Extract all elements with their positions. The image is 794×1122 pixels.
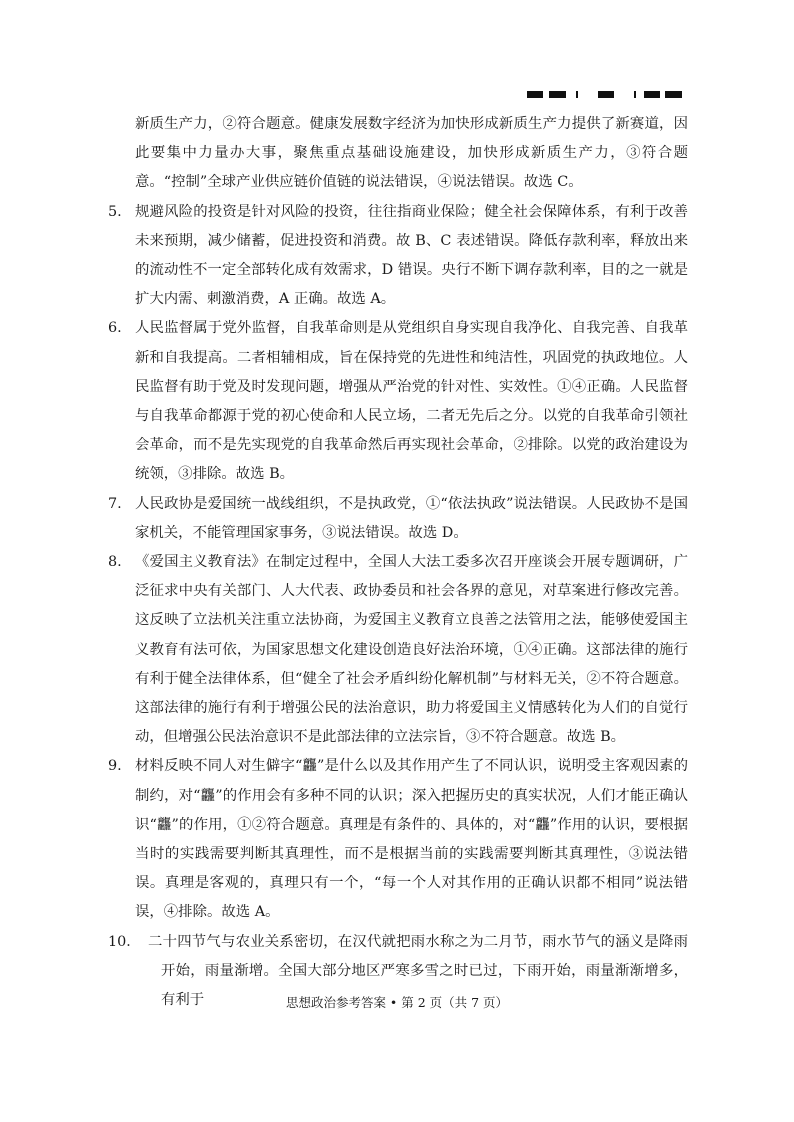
- answer-item-6: [108, 314, 688, 489]
- item-text: 二十四节气与农业关系密切，在汉代就把雨水称之为二月节，雨水节气的涵义是降雨开始，雨量渐增。全国大部分地区严寒多雪之时已过，下雨开始，雨量渐渐增多，有利于: [148, 933, 688, 1009]
- continuation-paragraph: 新质生产力，②符合题意。健康发展数字经济为加快形成新质生产力提供了新赛道，因此要集中力量办大事，聚焦重点基础设施建设，加快形成新质生产力，③符合题意。“控制”全球产业供应链价值链的说法错误，④说法错误。故选 C。: [135, 116, 688, 191]
- page-footer: 思想政治参考答案 • 第 2 页（共 7 页）: [285, 995, 509, 1010]
- item-text: 《爱国主义教育法》在制定过程中，全国人大法工委多次召开座谈会开展专题调研，广泛征求中央有关部门、人大代表、政协委员和社会各界的意见，对草案进行修改完善。这反映了立法机关注重立法协商，为爱国主义教育立良善之法管用之法，能够使爱国主义教育有法可依，为国家思想文化建设创造良好法治环境，①④正确。这部法律的施行有利于健全法律体系，但“健全了社会矛盾纠纷化解机制”与材料无关，②不符合题意。这部法律的施行有利于增强公民的法治意识，助力将爱国主义情感转化为人们的自觉行动，但增强公民法治意识不是此部法律的立法宗旨，③不符合题意。故选 B。: [135, 554, 688, 746]
- item-number: 9.: [108, 758, 122, 775]
- item-number: 7.: [108, 495, 122, 512]
- item-text: 人民监督属于党外监督，自我革命则是从党组织自身实现自我净化、自我完善、自我革新和自我提高。二者相辅相成，旨在保持党的先进性和纯洁性，巩固党的执政地位。人民监督有助于党及时发现问题，增强从严治党的针对性、实效性。①④正确。人民监督与自我革命都源于党的初心使命和人民立场，二者无先后之分。以党的自我革命引领社会革命，而不是先实现党的自我革命然后再实现社会革命，②排除。以党的政治建设为统领，③排除。故选 B。: [135, 320, 688, 483]
- answer-item-8: [108, 548, 688, 752]
- item-number: 8.: [108, 554, 122, 571]
- item-text: 材料反映不同人对生僻字“龘”是什么以及其作用产生了不同认识，说明受主客观因素的制约，对“龘”的作用会有多种不同的认识；深入把握历史的真实状况，人们才能正确认识“龘”的作用，①②符合题意。真理是有条件的、具体的，对“龘”作用的认识，要根据当时的实践需要判断其真理性，而不是根据当前的实践需要判断其真理性，③说法错误。真理是客观的，真理只有一个，“每一个人对其作用的正确认识都不相同”说法错误，④排除。故选 A。: [135, 758, 688, 921]
- answer-item-7: [108, 490, 688, 548]
- answer-item-9: [108, 752, 688, 927]
- item-text: 人民政协是爱国统一战线组织，不是执政党，①“依法执政”说法错误。人民政协不是国家机关，不能管理国家事务，③说法错误。故选 D。: [135, 495, 688, 541]
- item-number: 10．: [108, 933, 141, 950]
- item-text: 规避风险的投资是针对风险的投资，往往指商业保险；健全社会保障体系，有利于改善未来预期，减少储蓄，促进投资和消费。故 B、C 表述错误。降低存款利率，释放出来的流动性不一定全部转化成有效需求，D 错误。央行不断下调存款利率，目的之一就是扩大内需、刺激消费，A 正确。故选 A。: [135, 203, 688, 308]
- header-decoration: [527, 91, 685, 99]
- answer-content: [108, 110, 688, 1015]
- item-number: 5.: [108, 203, 122, 220]
- answer-item-5: [108, 198, 688, 315]
- item-number: 6.: [108, 320, 122, 337]
